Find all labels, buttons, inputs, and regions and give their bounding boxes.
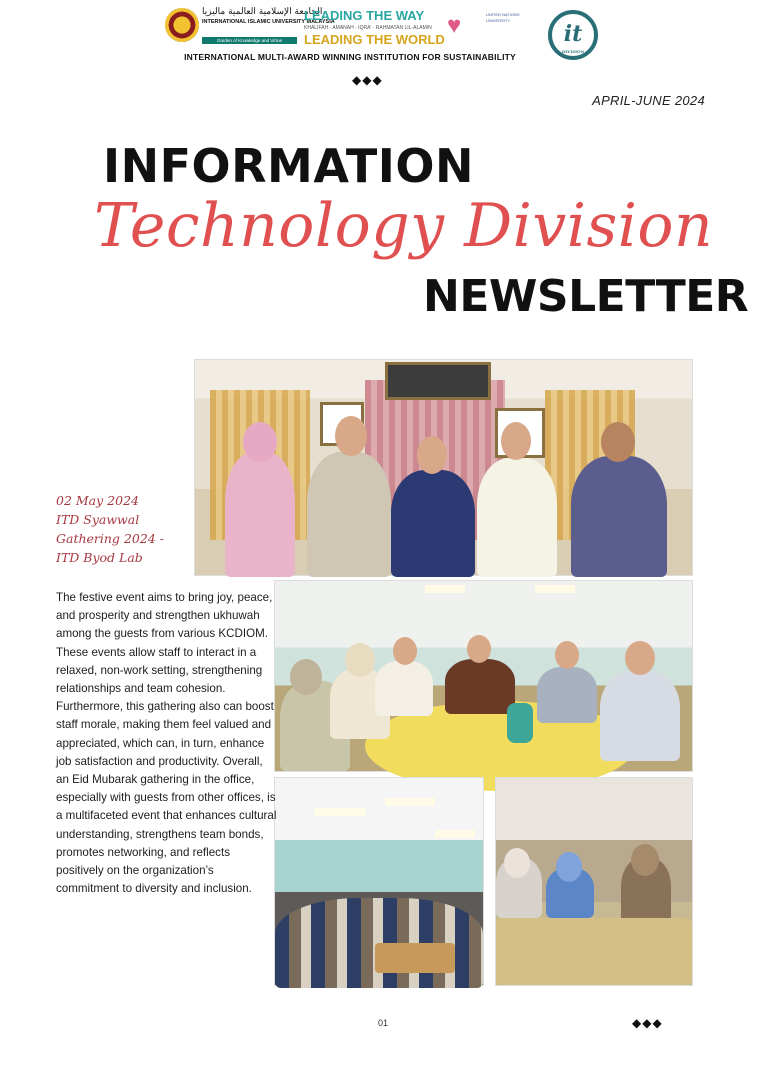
page-number: 01	[378, 1018, 389, 1028]
person-5-head	[601, 422, 635, 462]
group-portrait-photo	[194, 359, 693, 576]
person-4	[477, 458, 557, 577]
university-name-english: INTERNATIONAL ISLAMIC UNIVERSITY MALAYSIA	[202, 19, 335, 25]
university-motto: Garden of Knowledge and Virtue	[202, 37, 297, 44]
leading-the-world-text: LEADING THE WORLD	[304, 32, 445, 47]
lady-2-head	[556, 852, 582, 882]
title-technology-division: Technology Division	[94, 191, 714, 261]
low-table	[375, 943, 455, 973]
person-3-head	[417, 436, 447, 474]
event-description: The festive event aims to bring joy, peace, and prosperity and strengthen ukhuwah among the guests from various KCDIOM. These events allow staff to interact in a relaxed, non-work setting, strengthening relationships and team cohesion. Furthermore, this gathering also can boost staff morale, making them feel valued and appreciated, which can, in turn, enhance job satisfaction and productivity. Overall, an Eid Mubarak gathering in the office, especially with guests from other offices, is a multifaceted event that enhances cultural understanding, strengthens team bonds, promotes networking, and reflects positively on the organization’s commitment to diversity and inclusion.	[56, 591, 277, 896]
un-partner-logo: UNITED NATIONS UNIVERSITY	[486, 12, 520, 23]
university-crest-logo	[165, 8, 199, 42]
heart-logo-icon: ♥	[447, 12, 462, 39]
issue-date: APRIL-JUNE 2024	[592, 93, 705, 108]
person-4-head	[501, 422, 531, 460]
water-jug	[507, 703, 533, 743]
dining-table	[496, 918, 692, 985]
it-logo-text: it	[563, 21, 583, 47]
person-2-head	[335, 416, 367, 456]
guest-5-head	[555, 641, 579, 669]
lady-1-head	[504, 848, 530, 878]
it-division-logo	[548, 10, 598, 60]
ceiling-light	[435, 830, 475, 838]
person-2	[307, 452, 391, 577]
university-name-arabic: الجامعة الإسلامية العالمية ماليزيا	[202, 7, 323, 17]
institution-tagline: INTERNATIONAL MULTI-AWARD WINNING INSTITUTION FOR SUSTAINABILITY	[184, 52, 516, 62]
diamond-ornament-bottom-icon: ◆◆◆	[632, 1016, 663, 1030]
guest-3	[375, 661, 433, 716]
event-name-line1: ITD Syawwal	[56, 512, 140, 527]
event-date: 02 May 2024	[56, 493, 139, 508]
ceiling-light	[535, 585, 575, 593]
header-banner	[160, 4, 610, 64]
wall-frame-center	[385, 362, 491, 400]
person-5	[571, 456, 667, 577]
ceiling-light	[425, 585, 465, 593]
title-information: INFORMATION	[103, 139, 474, 193]
guest-6-head	[625, 641, 655, 675]
dining-table-photo	[274, 580, 693, 772]
lady-3-head	[631, 844, 659, 876]
guest-6	[600, 671, 680, 761]
title-newsletter: NEWSLETTER	[423, 271, 749, 322]
leading-the-way-text: LEADING THE WAY	[304, 8, 425, 23]
person-3	[391, 470, 475, 577]
guest-5	[537, 667, 597, 723]
ceiling-light	[385, 798, 435, 806]
person-1	[225, 452, 295, 577]
event-name-line2: Gathering 2024 -	[56, 531, 164, 546]
guest-1-head	[290, 659, 322, 695]
event-info	[56, 491, 186, 567]
guest-2-head	[345, 643, 375, 677]
leading-values-text: KHALIFAH · AMANAH · IQRA' · RAHMATAN LIL-ALAMIN	[304, 25, 432, 31]
guest-3-head	[393, 637, 417, 665]
crowd-hall-photo	[274, 777, 484, 986]
event-name-line3: ITD Byod Lab	[56, 550, 143, 565]
guest-4	[445, 659, 515, 714]
ladies-table-photo	[495, 777, 693, 986]
guest-4-head	[467, 635, 491, 663]
ceiling-light	[315, 808, 365, 816]
it-logo-subtext: DIVISION	[561, 49, 585, 54]
diamond-ornament-top-icon: ◆◆◆	[352, 73, 383, 87]
person-1-head	[243, 422, 277, 462]
